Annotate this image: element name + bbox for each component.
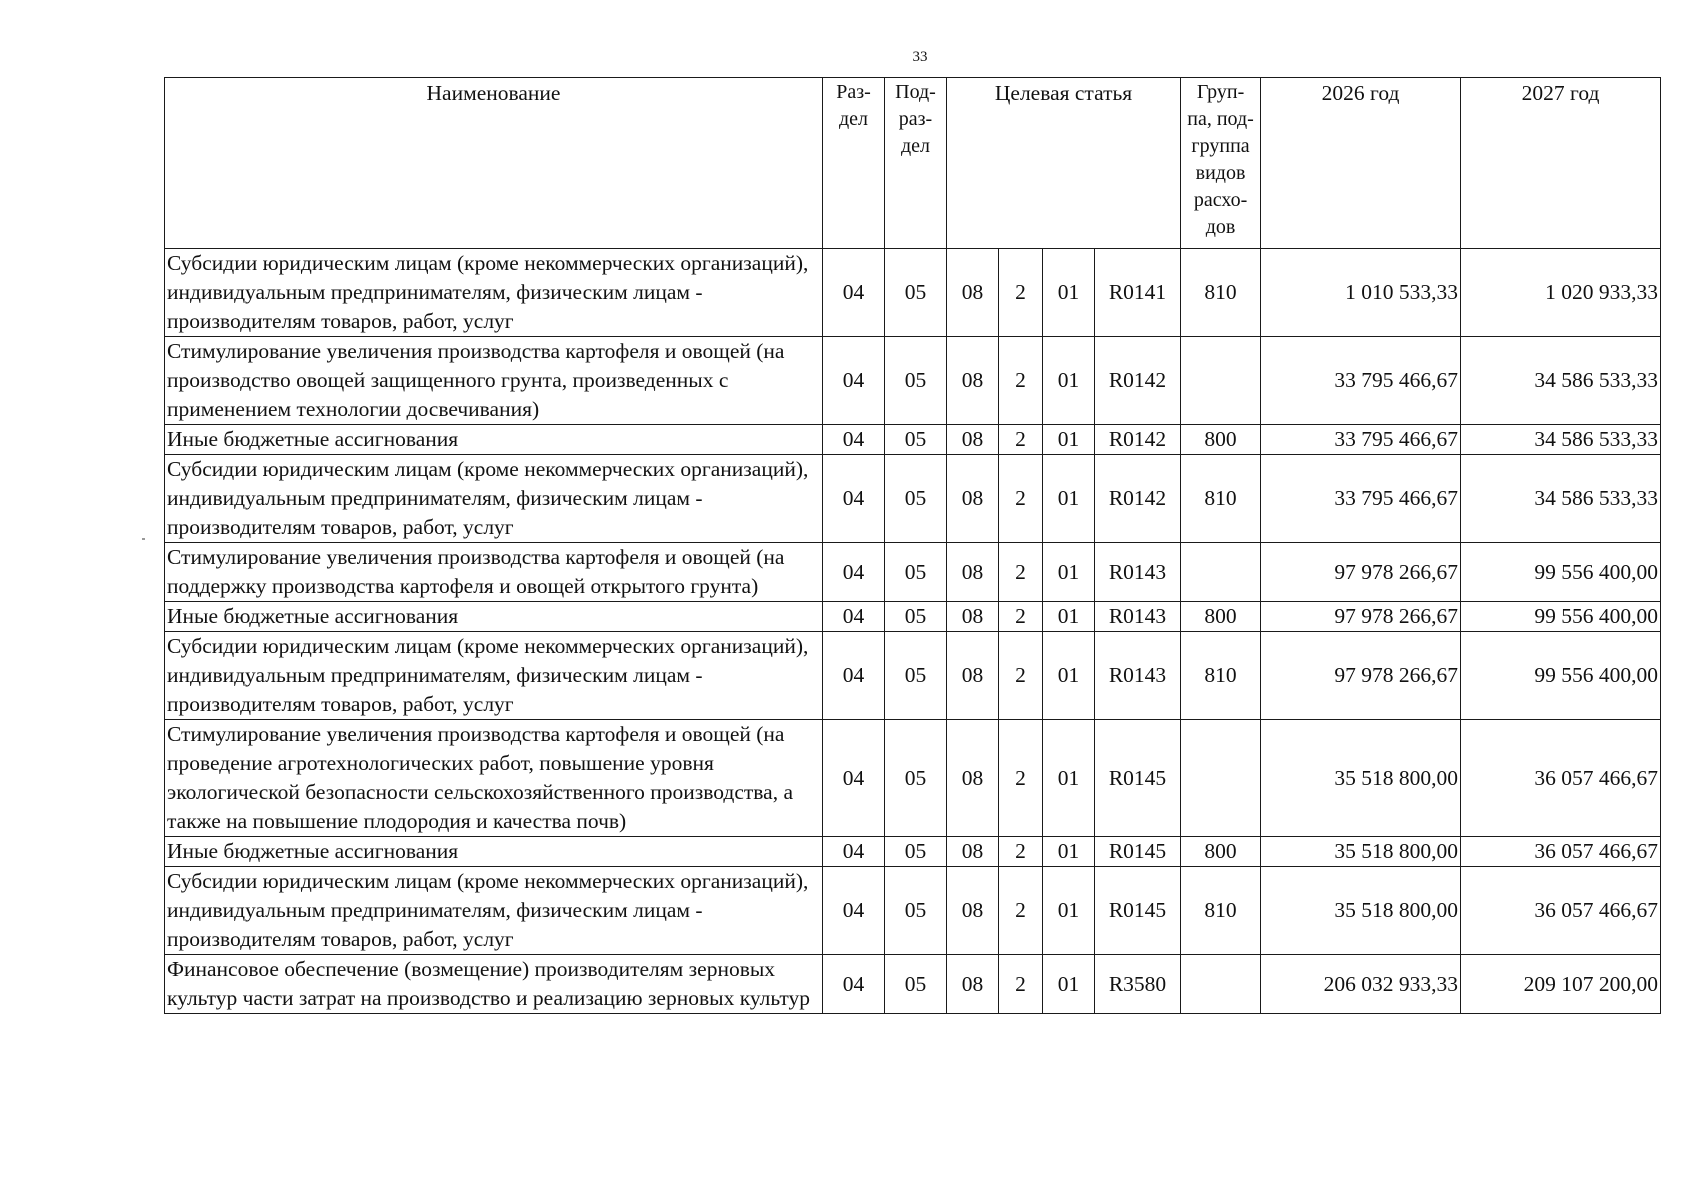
cell-cs-type: 2	[999, 720, 1043, 837]
header-tselevaya-statya	[947, 78, 1181, 249]
cell-cs-program: 08	[947, 543, 999, 602]
page-number: 33	[912, 49, 928, 65]
table-row	[165, 632, 1661, 720]
cell-razdel: 04	[823, 632, 885, 720]
cell-cs-type: 2	[999, 632, 1043, 720]
cell-2026: 33 795 466,67	[1261, 337, 1461, 425]
header-name-label: Наименование	[426, 81, 561, 105]
cell-cs-program: 08	[947, 720, 999, 837]
cell-podrazdel: 05	[885, 337, 947, 425]
cell-name: Субсидии юридическим лицам (кроме некоммерческих организаций), индивидуальным предпринимателям, физическим лицам - производителям товаров, работ, услуг	[165, 455, 823, 543]
cell-podrazdel: 05	[885, 720, 947, 837]
cell-podrazdel: 05	[885, 455, 947, 543]
table-row	[165, 249, 1661, 337]
cell-2027: 36 057 466,67	[1461, 837, 1661, 867]
cell-2027: 36 057 466,67	[1461, 867, 1661, 955]
cell-cs-program: 08	[947, 955, 999, 1014]
cell-cs-program: 08	[947, 249, 999, 337]
cell-vid-rashodov	[1181, 720, 1261, 837]
cell-2026: 35 518 800,00	[1261, 867, 1461, 955]
cell-2026: 35 518 800,00	[1261, 720, 1461, 837]
cell-2026: 97 978 266,67	[1261, 632, 1461, 720]
cell-cs-subprogram: 01	[1043, 543, 1095, 602]
cell-2026: 97 978 266,67	[1261, 602, 1461, 632]
cell-razdel: 04	[823, 955, 885, 1014]
cell-cs-type: 2	[999, 337, 1043, 425]
cell-vid-rashodov: 810	[1181, 867, 1261, 955]
cell-vid-rashodov: 810	[1181, 249, 1261, 337]
cell-name: Субсидии юридическим лицам (кроме некоммерческих организаций), индивидуальным предпринимателям, физическим лицам - производителям товаров, работ, услуг	[165, 249, 823, 337]
table-row	[165, 425, 1661, 455]
cell-cs-type: 2	[999, 249, 1043, 337]
cell-podrazdel: 05	[885, 543, 947, 602]
cell-podrazdel: 05	[885, 425, 947, 455]
cell-2026: 33 795 466,67	[1261, 455, 1461, 543]
cell-2027: 99 556 400,00	[1461, 602, 1661, 632]
table-row	[165, 543, 1661, 602]
cell-vid-rashodov: 810	[1181, 632, 1261, 720]
cell-name: Стимулирование увеличения производства картофеля и овощей (на производство овощей защищенного грунта, произведенных с применением технологии досвечивания)	[165, 337, 823, 425]
cell-2026: 33 795 466,67	[1261, 425, 1461, 455]
table-row	[165, 602, 1661, 632]
cell-cs-direction: R0145	[1095, 837, 1181, 867]
cell-cs-type: 2	[999, 602, 1043, 632]
cell-vid-rashodov	[1181, 543, 1261, 602]
table-row	[165, 867, 1661, 955]
cell-razdel: 04	[823, 455, 885, 543]
cell-podrazdel: 05	[885, 837, 947, 867]
cell-name: Иные бюджетные ассигнования	[165, 602, 823, 632]
budget-table	[164, 77, 1661, 1014]
cell-vid-rashodov: 800	[1181, 602, 1261, 632]
cell-2026: 35 518 800,00	[1261, 837, 1461, 867]
cell-cs-direction: R3580	[1095, 955, 1181, 1014]
cell-name: Стимулирование увеличения производства картофеля и овощей (на поддержку производства картофеля и овощей открытого грунта)	[165, 543, 823, 602]
header-razdel: Раз- дел	[823, 78, 885, 249]
cell-vid-rashodov	[1181, 337, 1261, 425]
cell-cs-direction: R0143	[1095, 632, 1181, 720]
cell-cs-direction: R0145	[1095, 867, 1181, 955]
cell-2027: 99 556 400,00	[1461, 543, 1661, 602]
cell-cs-direction: R0143	[1095, 602, 1181, 632]
cell-cs-subprogram: 01	[1043, 425, 1095, 455]
cell-podrazdel: 05	[885, 867, 947, 955]
cell-podrazdel: 05	[885, 632, 947, 720]
table-header-row	[165, 78, 1661, 249]
cell-2026: 97 978 266,67	[1261, 543, 1461, 602]
cell-cs-direction: R0143	[1095, 543, 1181, 602]
header-name	[165, 78, 823, 249]
header-2027	[1461, 78, 1661, 249]
cell-razdel: 04	[823, 837, 885, 867]
cell-cs-program: 08	[947, 837, 999, 867]
header-gruppa: Груп- па, под- группа видов расхо- дов	[1181, 78, 1261, 249]
cell-cs-direction: R0141	[1095, 249, 1181, 337]
cell-vid-rashodov: 800	[1181, 837, 1261, 867]
cell-cs-program: 08	[947, 337, 999, 425]
cell-name: Финансовое обеспечение (возмещение) производителям зерновых культур части затрат на производство и реализацию зерновых культур	[165, 955, 823, 1014]
cell-cs-program: 08	[947, 632, 999, 720]
cell-2027: 209 107 200,00	[1461, 955, 1661, 1014]
cell-vid-rashodov: 810	[1181, 455, 1261, 543]
cell-cs-subprogram: 01	[1043, 337, 1095, 425]
cell-name: Стимулирование увеличения производства картофеля и овощей (на проведение агротехнологических работ, повышение уровня экологической безопасности сельскохозяйственного производства, а также на повышение плодородия и качества почв)	[165, 720, 823, 837]
header-podrazdel: Под- раз- дел	[885, 78, 947, 249]
table-row	[165, 720, 1661, 837]
cell-razdel: 04	[823, 337, 885, 425]
cell-cs-type: 2	[999, 425, 1043, 455]
cell-cs-direction: R0142	[1095, 337, 1181, 425]
cell-podrazdel: 05	[885, 249, 947, 337]
cell-razdel: 04	[823, 543, 885, 602]
cell-2027: 34 586 533,33	[1461, 425, 1661, 455]
cell-cs-type: 2	[999, 955, 1043, 1014]
cell-cs-type: 2	[999, 837, 1043, 867]
cell-2027: 36 057 466,67	[1461, 720, 1661, 837]
cell-2027: 1 020 933,33	[1461, 249, 1661, 337]
cell-cs-subprogram: 01	[1043, 455, 1095, 543]
cell-podrazdel: 05	[885, 602, 947, 632]
cell-2027: 34 586 533,33	[1461, 455, 1661, 543]
cell-cs-subprogram: 01	[1043, 837, 1095, 867]
cell-cs-program: 08	[947, 425, 999, 455]
table-row	[165, 837, 1661, 867]
cell-name: Иные бюджетные ассигнования	[165, 837, 823, 867]
cell-cs-type: 2	[999, 455, 1043, 543]
cell-cs-subprogram: 01	[1043, 602, 1095, 632]
header-2026-label: 2026 год	[1321, 81, 1400, 105]
cell-cs-type: 2	[999, 543, 1043, 602]
cell-vid-rashodov: 800	[1181, 425, 1261, 455]
table-row	[165, 455, 1661, 543]
cell-name: Субсидии юридическим лицам (кроме некоммерческих организаций), индивидуальным предпринимателям, физическим лицам - производителям товаров, работ, услуг	[165, 867, 823, 955]
cell-cs-subprogram: 01	[1043, 632, 1095, 720]
cell-name: Иные бюджетные ассигнования	[165, 425, 823, 455]
cell-cs-direction: R0142	[1095, 425, 1181, 455]
cell-podrazdel: 05	[885, 955, 947, 1014]
cell-razdel: 04	[823, 249, 885, 337]
header-2026	[1261, 78, 1461, 249]
cell-cs-type: 2	[999, 867, 1043, 955]
cell-2026: 1 010 533,33	[1261, 249, 1461, 337]
cell-name: Субсидии юридическим лицам (кроме некоммерческих организаций), индивидуальным предпринимателям, физическим лицам - производителям товаров, работ, услуг	[165, 632, 823, 720]
cell-2026: 206 032 933,33	[1261, 955, 1461, 1014]
header-2027-label: 2027 год	[1521, 81, 1600, 105]
cell-razdel: 04	[823, 720, 885, 837]
cell-cs-direction: R0142	[1095, 455, 1181, 543]
table-row	[165, 337, 1661, 425]
cell-cs-subprogram: 01	[1043, 720, 1095, 837]
scan-speck	[142, 538, 145, 540]
header-tselevaya-statya-label: Целевая статья	[994, 81, 1133, 105]
cell-cs-subprogram: 01	[1043, 249, 1095, 337]
cell-vid-rashodov	[1181, 955, 1261, 1014]
cell-cs-program: 08	[947, 455, 999, 543]
cell-2027: 34 586 533,33	[1461, 337, 1661, 425]
cell-razdel: 04	[823, 867, 885, 955]
cell-cs-direction: R0145	[1095, 720, 1181, 837]
cell-2027: 99 556 400,00	[1461, 632, 1661, 720]
cell-razdel: 04	[823, 602, 885, 632]
cell-cs-subprogram: 01	[1043, 867, 1095, 955]
cell-cs-subprogram: 01	[1043, 955, 1095, 1014]
table-row	[165, 955, 1661, 1014]
cell-cs-program: 08	[947, 867, 999, 955]
cell-cs-program: 08	[947, 602, 999, 632]
cell-razdel: 04	[823, 425, 885, 455]
